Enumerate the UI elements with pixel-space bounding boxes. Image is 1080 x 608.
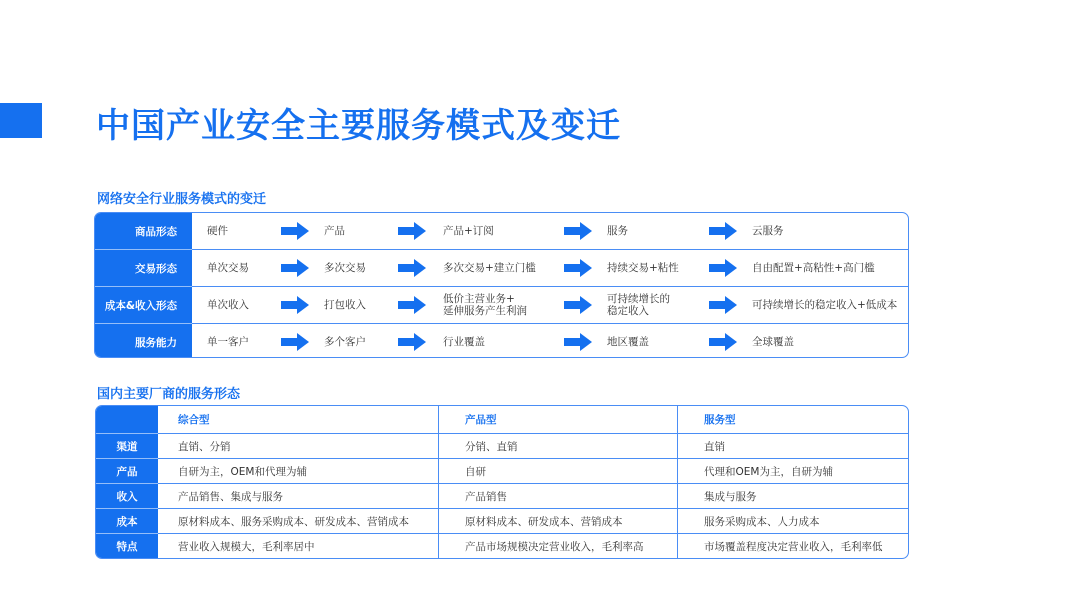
table-cell: 集成与服务 [704,490,757,503]
arrow-right-icon [564,296,592,314]
page-title: 中国产业安全主要服务模式及变迁 [96,106,621,146]
table-cell: 市场覆盖程度决定营业收入，毛利率低 [704,541,883,553]
table-cell: 原材料成本、研发成本、营销成本 [465,515,623,528]
row-label: 产品 [116,465,138,478]
service-mode-table [94,212,909,358]
row-label: 收入 [116,490,138,503]
stage-cell: 多个客户 [324,336,366,349]
stage-cell: 自由配置+高粘性+高门槛 [752,262,875,275]
arrow-right-icon [709,296,737,314]
table-cell: 直销、分销 [178,440,231,453]
stage-cell: 产品+订阅 [443,225,494,238]
table-row [95,324,908,358]
column-header: 服务型 [704,414,736,426]
table-cell: 代理和OEM为主，自研为辅 [704,465,833,478]
row-label: 渠道 [116,440,138,453]
stage-cell: 可持续增长的 稳定收入 [607,293,670,318]
arrow-right-icon [281,296,309,314]
stage-cell: 低价主营业务+ 延伸服务产生利润 [443,293,527,318]
stage-cell: 单次收入 [207,299,249,312]
table-cell: 直销 [704,440,725,453]
stage-cell: 服务 [607,225,628,238]
table-row [95,213,908,250]
stage-cell: 可持续增长的稳定收入+低成本 [752,299,898,312]
row-label: 成本 [116,515,138,528]
row-label: 商品形态 [135,225,177,238]
arrow-right-icon [398,259,426,277]
row-label: 交易形态 [135,262,177,275]
table-cell: 产品销售、集成与服务 [178,490,283,503]
stage-cell: 打包收入 [324,299,366,312]
vendor-form-table [95,405,909,559]
table-cell: 分销、直销 [465,440,518,453]
arrow-right-icon [709,259,737,277]
row-label: 特点 [116,541,138,553]
stage-cell: 产品 [324,225,345,238]
stage-cell: 单一客户 [207,336,249,349]
column-divider [677,406,678,558]
stage-cell: 地区覆盖 [607,336,649,349]
table-row [95,250,908,287]
arrow-right-icon [398,222,426,240]
section-title-vendors: 国内主要厂商的服务形态 [97,387,241,402]
stage-cell: 单次交易 [207,262,249,275]
column-header: 产品型 [465,414,497,426]
table-cell: 原材料成本、服务采购成本、研发成本、营销成本 [178,515,409,528]
arrow-right-icon [709,222,737,240]
arrow-right-icon [398,333,426,351]
column-divider [438,406,439,558]
stage-cell: 行业覆盖 [443,336,485,349]
table-cell: 产品市场规模决定营业收入，毛利率高 [465,541,644,553]
stage-cell: 多次交易+建立门槛 [443,262,536,275]
stage-cell: 多次交易 [324,262,366,275]
table-cell: 产品销售 [465,490,507,503]
stage-cell: 云服务 [752,225,784,238]
table-cell: 自研 [465,465,486,478]
row-label: 成本&收入形态 [104,299,177,312]
arrow-right-icon [564,222,592,240]
table-cell: 自研为主，OEM和代理为辅 [178,465,307,478]
table-cell: 服务采购成本、人力成本 [704,515,820,528]
arrow-right-icon [281,259,309,277]
arrow-right-icon [564,259,592,277]
arrow-right-icon [398,296,426,314]
row-label: 服务能力 [135,336,177,349]
arrow-right-icon [281,222,309,240]
table-cell: 营业收入规模大，毛利率居中 [178,541,315,553]
stage-cell: 持续交易+粘性 [607,262,679,275]
section-title-modes: 网络安全行业服务模式的变迁 [97,192,267,207]
row-divider [158,433,908,434]
stage-cell: 全球覆盖 [752,336,794,349]
arrow-right-icon [564,333,592,351]
accent-block [0,103,42,138]
arrow-right-icon [281,333,309,351]
column-header: 综合型 [178,414,210,426]
stage-cell: 硬件 [207,225,228,238]
arrow-right-icon [709,333,737,351]
table-row [95,287,908,324]
